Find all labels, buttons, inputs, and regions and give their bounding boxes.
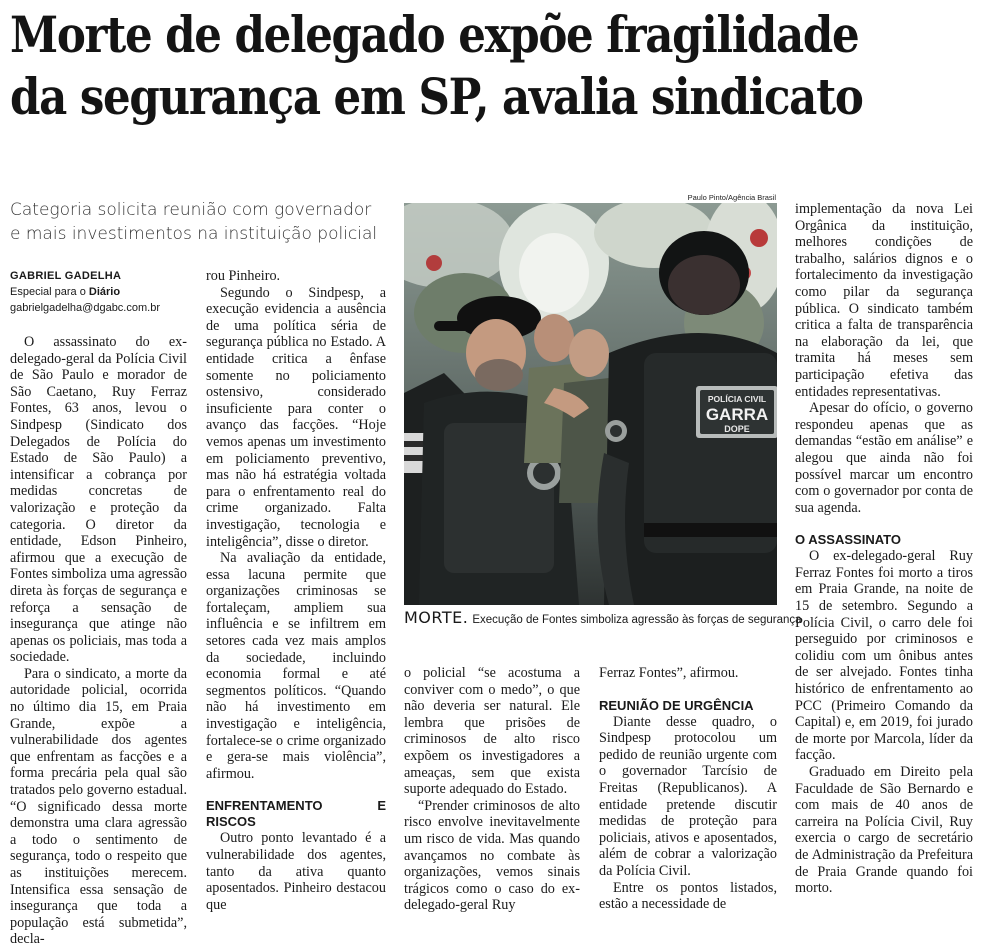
article-photo <box>404 203 777 605</box>
paragraph: Na avaliação da entidade, essa lacuna permite que organizações criminosas se fortaleçam, ampliem sua influência e se infiltrem em setores cada vez mais amplos da sociedade, incluindo economia formal e até segmentos políticos. “Quando não há investimento em investigação e inteligência, fortalece-se o crime organizado e gera-se mais violência”, afirmou. <box>206 550 386 782</box>
photo-illustration <box>404 203 777 605</box>
article-column-4 <box>599 665 777 913</box>
paragraph: Graduado em Direito pela Faculdade de São Bernardo e com mais de 40 anos de carreira na Polícia Civil, Ruy exercia o cargo de secretário de Administração da Prefeitura de Praia Grande quando foi morto. <box>795 764 973 897</box>
photo-credit: Paulo Pinto/Agência Brasil <box>687 193 776 202</box>
author-role <box>10 284 195 300</box>
paragraph: Para o sindicato, a morte da autoridade policial, ocorrida no último dia 15, em Praia Grande, expõe a vulnerabilidade dos agentes que enfrentam as facções e a forma precária pela qual são tratados pelo governo estadual. “O significado dessa morte demonstra uma clara agressão a todo o sentimento de segurança, todo o respeito que as instituições merecem. Intensifica essa sensação de insegurança que toda a população está submetida”, decla- <box>10 665 187 948</box>
headline <box>10 4 863 128</box>
subheadline-line-1: Categoria solicita reunião com governador <box>10 200 372 220</box>
paragraph: Ferraz Fontes”, afirmou. <box>599 665 739 681</box>
paragraph: o policial “se acostuma a conviver com o medo”, o que não deveria ser natural. Ele lembra que prisões de criminosos de alto risco expõem os investigadores a ameaças, sem que exista suporte adequado do Estado. <box>404 665 580 798</box>
subheadline <box>10 198 390 246</box>
author-role-prefix: Especial para o <box>10 286 86 298</box>
paragraph: implementação da nova Lei Orgânica da instituição, melhores condições de trabalho, salários dignos e o fortalecimento da investigação como pilar da segurança pública. O sindicato também critica a falta de transparência na elaboração da lei, que tramita há meses sem participação efetiva das entidades representativas. <box>795 201 973 400</box>
patch-text-line-3: DOPE <box>724 424 750 434</box>
newspaper-name: Diário <box>88 286 121 298</box>
paragraph: O ex-delegado-geral Ruy Ferraz Fontes foi morto a tiros em Praia Grande, na noite de 15 de setembro. Segundo a Polícia Civil, o carro dele foi perseguido por criminosos e colidiu com um ônibus antes de ser alvejado. Fontes tinha histórico de enfrentamento ao PCC (Primeiro Comando da Capital) e, em 2019, foi jurado de morte por Marcola, líder da facção. <box>795 548 973 764</box>
headline-line-1: Morte de delegado expõe fragilidade <box>10 5 859 64</box>
subheadline-line-2: e mais investimentos na instituição policial <box>10 224 378 244</box>
patch-text-line-2: GARRA <box>705 405 769 424</box>
caption-text: Execução de Fontes simboliza agressão às forças de segurança <box>472 614 802 626</box>
paragraph: Segundo o Sindpesp, a execução evidencia a ausência de uma política séria de segurança pública no Estado. A entidade critica a ênfase somente no policiamento ostensivo, considerado insuficiente para conter o avanço das facções. “Hoje vemos apenas um investimento em policiamento preventivo, mas não há estratégia voltada para o enfrentamento real do crime organizado. Falta investigação, tecnologia e inteligência”, disse o diretor. <box>206 284 386 550</box>
author-email[interactable]: gabrielgadelha@dgabc.com.br <box>10 302 160 314</box>
paragraph: Diante desse quadro, o Sindpesp protocolou um pedido de reunião urgente com o governador Tarcísio de Freitas (Republicanos). A entidade pretende discutir medidas de proteção para policiais, ativos e aposentados, além de cobrar a valorização da Polícia Civil. <box>599 713 777 879</box>
patch-text-line-1: POLÍCIA CIVIL <box>707 394 767 404</box>
caption-keyword: MORTE. <box>404 608 469 627</box>
section-heading-enfrentamento: ENFRENTAMENTO E RISCOS <box>206 798 386 830</box>
paragraph: rou Pinheiro. <box>206 268 281 284</box>
paragraph: O assassinato do ex-delegado-geral da Polícia Civil de São Paulo e morador de São Caetano, Ruy Ferraz Fontes, 63 anos, levou o Sindpesp (Sindicato dos Delegados de Polícia do Estado de São Paulo) a intensificar a cobrança por medidas concretas de valorização e proteção da categoria. O diretor da entidade, Edson Pinheiro, afirmou que a execução de Fontes simboliza uma agressão direta às forças de segurança e reforça a sensação de insegurança que atinge não apenas os policiais, mas toda a sociedade. <box>10 334 187 666</box>
author-name: GABRIEL GADELHA <box>10 270 122 282</box>
article-column-3 <box>404 665 580 914</box>
photo-caption <box>404 608 802 629</box>
article-column-1 <box>10 334 187 948</box>
paragraph: Apesar do ofício, o governo respondeu apenas que as demandas “estão em análise” e alegou que ainda não foi possível marcar um encontro com o governador por conta de sua agenda. <box>795 400 973 516</box>
article-column-5 <box>795 201 973 897</box>
section-heading-assassinato: O ASSASSINATO <box>795 532 901 548</box>
paragraph: Entre os pontos listados, estão a necessidade de <box>599 879 777 913</box>
headline-line-2: da segurança em SP, avalia sindicato <box>10 67 863 126</box>
article-column-2 <box>206 268 386 913</box>
paragraph: “Prender criminosos de alto risco envolve inevitavelmente um risco de vida. Mas quando avançamos no combate às organizações, vemos sinais trágicos como o caso do ex-delegado-geral Ruy <box>404 797 580 914</box>
section-heading-reuniao: REUNIÃO DE URGÊNCIA <box>599 697 754 713</box>
byline <box>10 268 195 316</box>
paragraph: Outro ponto levantado é a vulnerabilidade dos agentes, tanto da ativa quanto aposentados. Pinheiro destacou que <box>206 830 386 913</box>
